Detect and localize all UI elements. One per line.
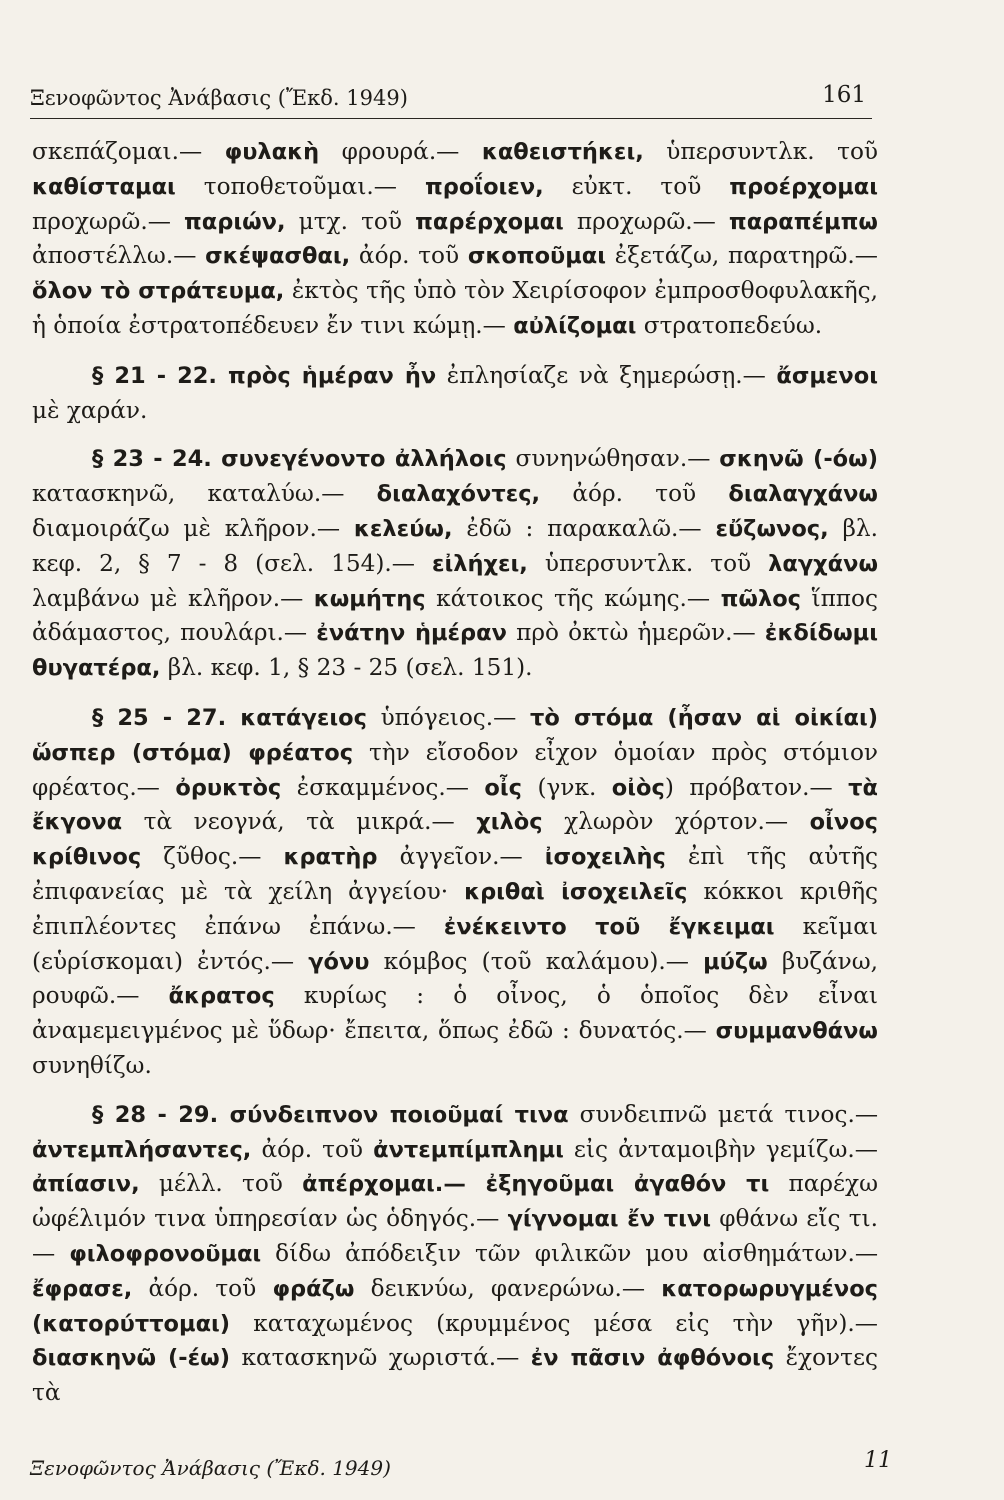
gloss-text: μὲ χαράν. (32, 396, 148, 424)
headword: εἰλήχει, (431, 550, 528, 577)
headword: ἐκδίδωμι θυγατέρα, (32, 620, 878, 682)
gloss-text: κατασκηνῶ, καταλύω.— (32, 480, 377, 508)
headword: σκοποῦμαι (467, 243, 607, 270)
gloss-text: εἰς ἀνταμοιβὴν γεμίζω.— (563, 1135, 878, 1163)
gloss-text: ἀόρ. τοῦ (540, 480, 729, 508)
gloss-text: συνδειπνῶ μετά τινος.— (568, 1100, 879, 1128)
gloss-text: χλωρὸν χόρτον.— (542, 808, 810, 836)
gloss-text: ἵππος ἀδάμαστος, πουλάρι.— (32, 584, 878, 647)
printer-signature: 11 (864, 1448, 892, 1473)
gloss-text: φθάνω εἴς τι.— (32, 1205, 878, 1267)
gloss-text: ἐσκαμμένος.— (281, 773, 485, 801)
gloss-text: ἐπὶ τῆς αὐτῆς ἐπιφανείας μὲ τὰ χείλη ἀγγείου· (32, 843, 878, 905)
headword: καθίσταμαι (32, 173, 176, 200)
gloss-text: κεῖμαι (εὑρίσκομαι) ἐντός.— (32, 912, 878, 975)
gloss-text: ζῦθος.— (141, 843, 284, 871)
headword: ἄκρατος (168, 983, 275, 1010)
headword: ἐνέκειντο τοῦ ἔγκειμαι (443, 913, 775, 940)
headword: ἰσοχειλὴς (544, 844, 666, 871)
gloss-text: ἀγγεῖον.— (377, 843, 545, 871)
headword: γόνυ (308, 948, 370, 975)
page-footer (30, 1448, 896, 1482)
gloss-text: ὑπερσυντλκ. τοῦ (643, 138, 879, 165)
gloss-text: ) πρόβατον.— (664, 773, 849, 801)
headword: διαλαχόντες, (376, 481, 541, 508)
gloss-text: συνηνώθησαν.— (506, 445, 720, 473)
headword: § 25 - 27. κατάγειος (92, 704, 367, 731)
gloss-text: προχωρῶ.— (32, 207, 184, 235)
headword: χιλὸς (476, 809, 543, 836)
headword: κωμήτης (313, 585, 426, 612)
headword: διασκηνῶ (-έω) (32, 1345, 230, 1372)
headword: ἐν πᾶσιν ἀφθόνοις (530, 1345, 775, 1372)
gloss-text: τὴν εἴσοδον εἶχον ὁμοίαν πρὸς στόμιον φρέατος.— (32, 738, 878, 801)
running-title: Ξενοφῶντος Ἀνάβασις (Ἔκδ. 1949) (30, 86, 408, 110)
gloss-text: λαμβάνω μὲ κλῆρον.— (32, 584, 314, 612)
headword: γίγνομαι ἔν τινι (507, 1206, 712, 1233)
headword: τὰ ἔκγονα (32, 774, 878, 836)
headword: παραπέμπω (728, 208, 878, 235)
headword: ἄσμενοι (776, 362, 878, 389)
headword: § 23 - 24. συνεγένοντο ἀλλήλοις (92, 446, 507, 473)
headword: κατορωρυγμένος (κατορύττομαι) (32, 1275, 878, 1337)
headword: αὐλίζομαι (513, 312, 637, 339)
gloss-text: ἐξετάζω, παρατηρῶ.— (606, 242, 878, 270)
gloss-text: τοποθετοῦμαι.— (175, 172, 425, 200)
gloss-text: στρατοπεδεύω. (636, 311, 823, 339)
gloss-text: ἔχοντες τὰ (32, 1344, 878, 1407)
headword: φράζω (272, 1275, 355, 1302)
gloss-text: μτχ. τοῦ (285, 207, 416, 235)
gloss-text: πρὸ ὀκτὼ ἡμερῶν.— (506, 619, 765, 647)
gloss-text: διαμοιράζω μὲ κλῆρον.— (32, 514, 354, 542)
gloss-text: τὰ νεογνά, τὰ μικρά.— (122, 808, 477, 836)
gloss-text: ἀόρ. τοῦ (350, 242, 468, 270)
headword: προΐοιεν, (424, 173, 544, 200)
gloss-text: (γνκ. (521, 773, 612, 801)
headword: ἀντεμπλήσαντες, (32, 1136, 252, 1163)
gloss-text: καταχωμένος (κρυμμένος μέσα εἰς τὴν γῆν).— (230, 1309, 878, 1337)
headword: πῶλος (720, 585, 801, 612)
gloss-text: κυρίως : ὁ οἶνος, ὁ ὁποῖος δὲν εἶναι ἀναμεμειγμένος μὲ ὕδωρ· ἔπειτα, ὅπως ἐδῶ : δυνατός.— (32, 982, 878, 1045)
headword: ὅλον τὸ στράτευμα, (32, 278, 285, 305)
headword: οἶς (484, 774, 522, 801)
headword: οἶνος κρίθινος (32, 809, 878, 871)
headword: διαλαγχάνω (728, 481, 878, 508)
headword: παρέρχομαι (415, 208, 564, 235)
paragraph (32, 359, 878, 428)
gloss-text: μέλλ. τοῦ (139, 1170, 303, 1198)
paragraph (32, 442, 878, 686)
gloss-text: δεικνύω, φανερώνω.— (354, 1274, 662, 1302)
gloss-text: κάτοικος τῆς κώμης.— (425, 584, 721, 612)
gloss-text: ἀόρ. τοῦ (132, 1274, 273, 1302)
headword: ἀπίασιν, (32, 1171, 140, 1198)
gloss-text: βυζάνω, ρουφῶ.— (32, 947, 878, 1010)
headword: μύζω (703, 948, 768, 975)
headword: φυλακὴ (224, 139, 320, 165)
gloss-text: ὑπόγειος.— (366, 703, 531, 731)
headword: καθειστήκει, (481, 139, 644, 165)
gloss-text: φρουρά.— (319, 138, 482, 165)
headword: ὀρυκτὸς (175, 774, 282, 801)
gloss-text: παρέχω ὠφέλιμόν τινα ὑπηρεσίαν ὡς ὁδηγός.— (32, 1170, 878, 1233)
commentary-body (32, 135, 878, 1410)
paragraph (32, 135, 878, 344)
gloss-text: βλ. κεφ. 1, § 23 - 25 (σελ. 151). (160, 654, 533, 682)
headword: τὸ στόμα (ἦσαν αἱ οἰκίαι) ὥσπερ (στόμα) φρέατος (32, 704, 878, 766)
headword: κριθαὶ ἰσοχειλεῖς (464, 878, 688, 905)
gloss-text: δίδω ἀπόδειξιν τῶν φιλικῶν μου αἰσθημάτων.— (261, 1239, 879, 1267)
headword: εὔζωνος, (715, 515, 829, 542)
headword: κρατὴρ (283, 844, 378, 871)
headword: § 21 - 22. πρὸς ἡμέραν ἦν (92, 362, 437, 389)
headword: ἔφρασε, (32, 1275, 133, 1302)
gloss-text: ἐκτὸς τῆς ὑπὸ τὸν Χειρίσοφον ἐμπροσθοφυλακῆς, ἡ ὁποία ἐστρατοπέδευεν ἔν τινι κώμῃ.— (32, 277, 878, 339)
paragraph (32, 1098, 878, 1410)
gloss-text: προχωρῶ.— (563, 207, 729, 235)
headword: οἰὸς (611, 774, 665, 801)
headword: § 28 - 29. σύνδειπνον ποιοῦμαί τινα (92, 1101, 569, 1128)
gloss-text: ἀόρ. τοῦ (251, 1135, 374, 1163)
headword: ἀντεμπίμπλημι (373, 1136, 564, 1163)
headword: ἐνάτην ἡμέραν (316, 620, 507, 647)
headword: ἀπέρχομαι.— ἐξηγοῦμαι ἀγαθόν τι (302, 1171, 770, 1198)
paragraph (32, 701, 878, 1083)
gloss-text: ἐπλησίαζε νὰ ξημερώσῃ.— (436, 361, 777, 389)
headword: σκηνῶ (-όω) (719, 446, 878, 473)
headword: λαγχάνω (768, 550, 878, 577)
headword: φιλοφρονοῦμαι (69, 1240, 262, 1267)
page-header (30, 82, 872, 119)
gloss-text: κόμβος (τοῦ καλάμου).— (369, 947, 704, 975)
gloss-text: εὐκτ. τοῦ (543, 172, 730, 200)
gloss-text: συνηθίζω. (32, 1051, 152, 1079)
headword: κελεύω, (353, 515, 453, 542)
gloss-text: κόκκοι κριθῆς ἐπιπλέοντες ἐπάνω ἐπάνω.— (32, 877, 878, 940)
gloss-text: κατασκηνῶ χωριστά.— (230, 1344, 531, 1372)
gloss-text: σκεπάζομαι.— (32, 138, 225, 165)
gloss-text: βλ. κεφ. 2, § 7 - 8 (σελ. 154).— (32, 514, 878, 577)
footer-title: Ξενοφῶντος Ἀνάβασις (Ἔκδ. 1949) (30, 1456, 391, 1480)
gloss-text: ἐδῶ : παρακαλῶ.— (452, 514, 716, 542)
gloss-text: ὑπερσυντλκ. τοῦ (527, 549, 769, 577)
headword: παριών, (184, 208, 286, 235)
page-number: 161 (822, 82, 866, 108)
headword: σκέψασθαι, (205, 243, 351, 270)
headword: προέρχομαι (729, 173, 879, 200)
gloss-text: ἀποστέλλω.— (32, 242, 206, 270)
headword: συμμανθάνω (715, 1018, 878, 1045)
